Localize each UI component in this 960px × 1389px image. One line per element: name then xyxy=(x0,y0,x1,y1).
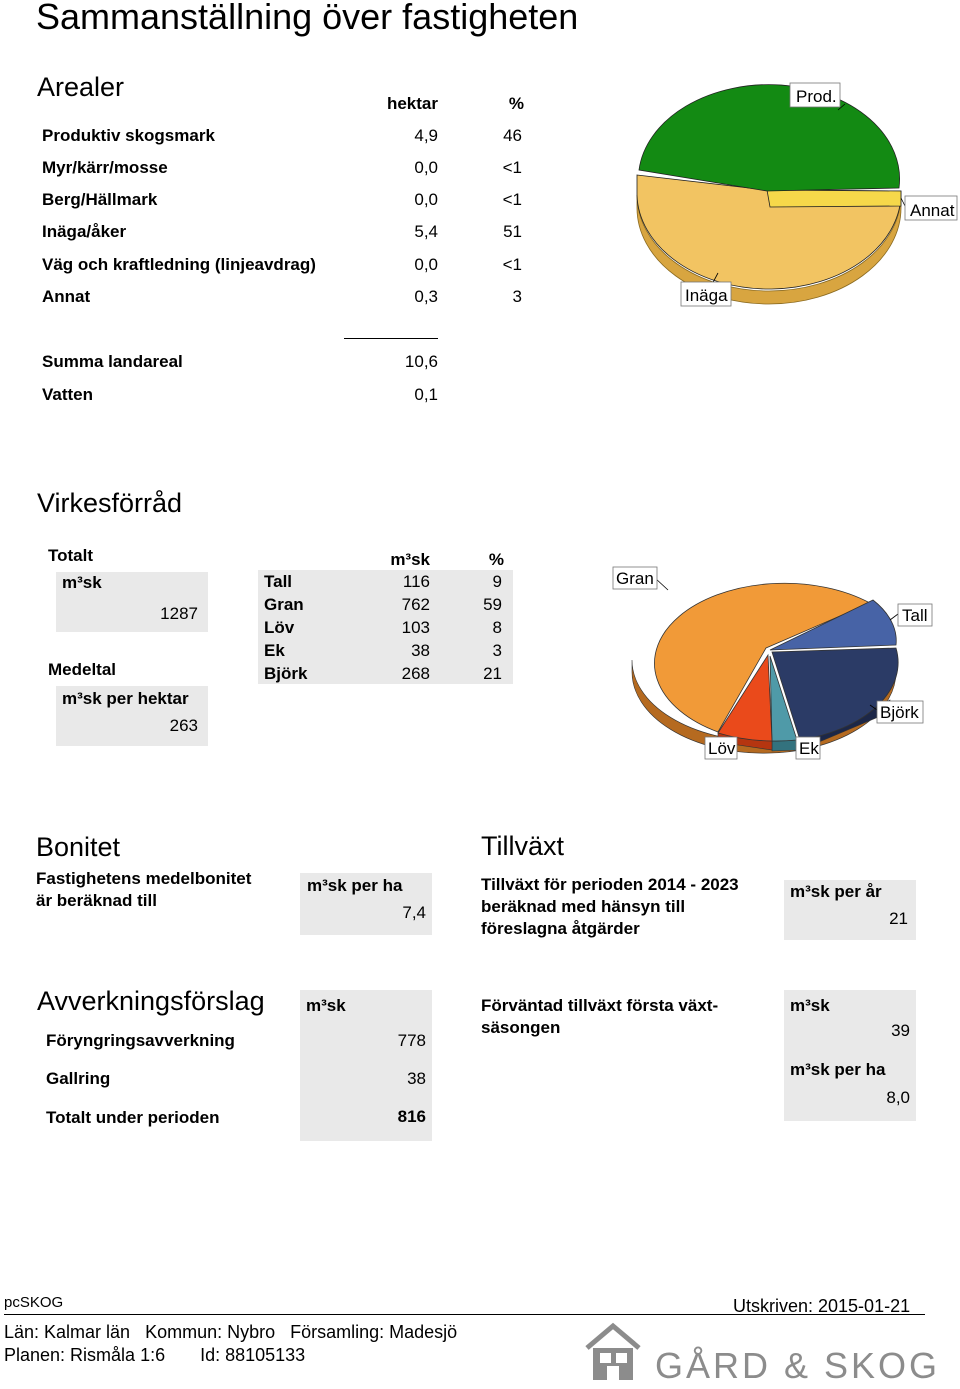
bonitet-unit: m³sk per ha xyxy=(307,876,403,895)
vf-row-pct: 21 xyxy=(483,664,502,683)
arealer-row-hektar: 0,0 xyxy=(414,158,438,177)
logo-text: GÅRD & SKOG xyxy=(655,1345,941,1386)
footer-brand: pcSKOG xyxy=(4,1294,64,1311)
avverkning-row-label: Totalt under perioden xyxy=(46,1108,220,1127)
arealer-row-label: Väg och kraftledning (linjeavdrag) xyxy=(42,255,316,274)
arealer-row-hektar: 0,0 xyxy=(414,255,438,274)
pie-label-gran: Gran xyxy=(616,569,654,588)
arealer-pie-chart xyxy=(600,80,960,320)
footer-date: Utskriven: 2015-01-21 xyxy=(733,1296,911,1316)
forvantad-text-1: Förväntad tillväxt första växt- xyxy=(481,996,719,1015)
tillvaxt-text-2: beräknad med hänsyn till xyxy=(481,897,686,916)
arealer-col-hektar: hektar xyxy=(386,94,438,113)
vf-row-pct: 3 xyxy=(492,641,502,660)
page-title: Sammanställning över fastigheten xyxy=(36,0,579,37)
footer-line-2: Planen: Rismåla 1:6 Id: 88105133 xyxy=(4,1345,306,1365)
arealer-row-pct: 51 xyxy=(503,222,522,241)
tillvaxt-text-1: Tillväxt för perioden 2014 - 2023 xyxy=(481,875,739,894)
arealer-row-pct: <1 xyxy=(502,190,522,209)
pie-label-lov: Löv xyxy=(708,739,736,758)
pie-slice-annat xyxy=(767,190,901,207)
bonitet-text-2: är beräknad till xyxy=(36,891,157,910)
avverkning-total-value: 816 xyxy=(397,1107,426,1126)
pie-slice-prod xyxy=(639,85,900,191)
tillvaxt-heading: Tillväxt xyxy=(481,831,565,861)
avverkning-row-value: 778 xyxy=(397,1031,426,1050)
footer-divider xyxy=(4,1314,925,1315)
forvantad-text-2: säsongen xyxy=(481,1018,561,1037)
avverkning-heading: Avverkningsförslag xyxy=(37,986,265,1016)
totalt-label: Totalt xyxy=(48,546,94,565)
summa-label: Summa landareal xyxy=(42,352,183,371)
vf-row-label: Tall xyxy=(264,572,293,591)
medeltal-label: Medeltal xyxy=(48,660,117,679)
summa-value: 10,6 xyxy=(404,352,438,371)
bonitet-text-1: Fastighetens medelbonitet xyxy=(36,869,252,888)
forvantad-unit-1: m³sk xyxy=(790,996,830,1015)
pie-label-bjork: Björk xyxy=(880,703,919,722)
arealer-row-hektar: 4,9 xyxy=(414,126,438,145)
arealer-row-pct: <1 xyxy=(502,158,522,177)
vf-row-label: Björk xyxy=(264,664,308,683)
arealer-row-label: Produktiv skogsmark xyxy=(42,126,215,145)
forvantad-unit-2: m³sk per ha xyxy=(790,1060,886,1079)
arealer-row-hektar: 0,3 xyxy=(414,287,438,306)
arealer-row-label: Berg/Hällmark xyxy=(42,190,158,209)
avverkning-row-label: Gallring xyxy=(46,1069,111,1088)
arealer-heading: Arealer xyxy=(37,72,125,102)
totalt-unit: m³sk xyxy=(62,573,102,592)
vf-row-m3sk: 762 xyxy=(401,595,430,614)
virkesforrad-heading: Virkesförråd xyxy=(37,488,183,518)
medeltal-unit: m³sk per hektar xyxy=(62,689,189,708)
avverkning-row-value: 38 xyxy=(407,1069,426,1088)
medeltal-value: 263 xyxy=(169,716,198,735)
bonitet-heading: Bonitet xyxy=(36,832,121,862)
tillvaxt-value: 21 xyxy=(889,909,908,928)
pie-label-prod: Prod. xyxy=(796,87,837,106)
vf-col-pct: % xyxy=(488,550,504,569)
vf-row-m3sk: 103 xyxy=(401,618,430,637)
pie-label-ek: Ek xyxy=(799,739,819,758)
arealer-row-pct: <1 xyxy=(502,255,522,274)
vf-row-pct: 59 xyxy=(483,595,502,614)
vatten-value: 0,1 xyxy=(414,385,438,404)
arealer-row-hektar: 0,0 xyxy=(414,190,438,209)
footer-line-1: Län: Kalmar län Kommun: Nybro Församling: Madesjö xyxy=(4,1322,458,1342)
arealer-row-pct: 3 xyxy=(512,287,522,306)
sum-divider xyxy=(344,338,438,339)
forvantad-value-2: 8,0 xyxy=(886,1088,910,1107)
arealer-row-label: Myr/kärr/mosse xyxy=(42,158,168,177)
vf-row-label: Ek xyxy=(264,641,285,660)
virkesforrad-pie-chart xyxy=(600,560,960,770)
vf-col-m3sk: m³sk xyxy=(390,550,430,569)
pie-label-annat: Annat xyxy=(910,201,955,220)
pie-label-tall: Tall xyxy=(902,606,928,625)
avverkning-unit: m³sk xyxy=(306,996,346,1015)
arealer-row-label: Annat xyxy=(42,287,91,306)
tillvaxt-unit: m³sk per år xyxy=(790,882,882,901)
pie-label-inaga: Inäga xyxy=(685,286,728,305)
vf-row-pct: 9 xyxy=(492,572,502,591)
vf-row-pct: 8 xyxy=(492,618,502,637)
vf-row-label: Gran xyxy=(264,595,304,614)
arealer-row-pct: 46 xyxy=(503,126,522,145)
totalt-value: 1287 xyxy=(160,604,198,623)
arealer-row-hektar: 5,4 xyxy=(414,222,438,241)
vf-row-m3sk: 268 xyxy=(401,664,430,683)
vf-row-label: Löv xyxy=(264,618,295,637)
arealer-row-label: Inäga/åker xyxy=(42,222,127,241)
arealer-col-pct: % xyxy=(508,94,524,113)
vatten-label: Vatten xyxy=(42,385,94,404)
vf-row-m3sk: 116 xyxy=(402,572,430,591)
vf-row-m3sk: 38 xyxy=(411,641,430,660)
bonitet-value: 7,4 xyxy=(402,903,426,922)
tillvaxt-text-3: föreslagna åtgärder xyxy=(481,919,640,938)
forvantad-value-1: 39 xyxy=(891,1021,910,1040)
avverkning-row-label: Föryngringsavverkning xyxy=(46,1031,235,1050)
